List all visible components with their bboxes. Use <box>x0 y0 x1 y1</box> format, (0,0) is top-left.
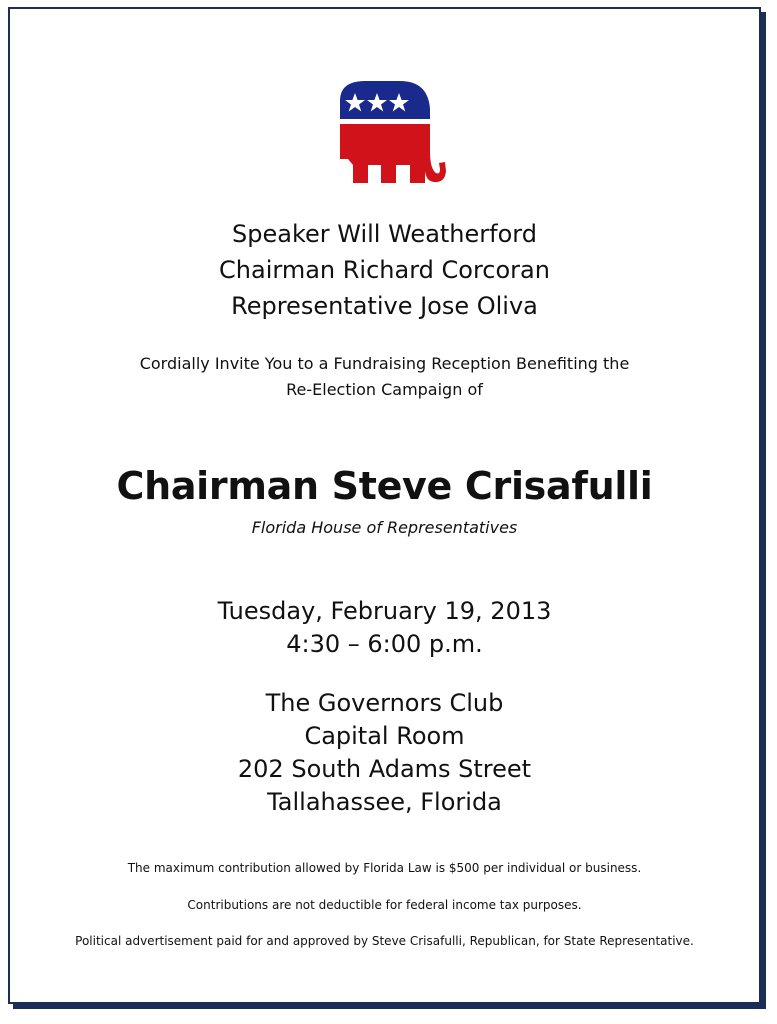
host-name: Representative Jose Oliva <box>231 292 538 320</box>
venue-street: 202 South Adams Street <box>237 755 532 783</box>
disclaimer-tax: Contributions are not deductible for federal income tax purposes. <box>187 898 582 912</box>
venue-name: The Governors Club <box>265 689 504 717</box>
venue-room: Capital Room <box>304 722 465 750</box>
republican-elephant-icon <box>330 79 448 187</box>
event-date: Tuesday, February 19, 2013 <box>217 597 552 625</box>
invitation-text <box>10 351 759 403</box>
invitation-line: Cordially Invite You to a Fundraising Reception Benefiting the <box>139 354 630 373</box>
event-datetime <box>10 595 759 661</box>
venue-address <box>10 687 759 819</box>
host-list <box>10 216 759 324</box>
honoree-title: Florida House of Representatives <box>251 518 518 537</box>
disclaimer-contribution-limit: The maximum contribution allowed by Florida Law is $500 per individual or business. <box>127 861 642 875</box>
invitation-page <box>8 7 761 1004</box>
host-name: Chairman Richard Corcoran <box>219 256 550 284</box>
event-time: 4:30 – 6:00 p.m. <box>286 630 483 658</box>
honoree-name: Chairman Steve Crisafulli <box>116 464 653 508</box>
host-name: Speaker Will Weatherford <box>232 220 537 248</box>
venue-city: Tallahassee, Florida <box>267 788 502 816</box>
invitation-line: Re-Election Campaign of <box>286 380 483 399</box>
disclaimer-political-ad: Political advertisement paid for and approved by Steve Crisafulli, Republican, for State Representative. <box>75 934 694 948</box>
